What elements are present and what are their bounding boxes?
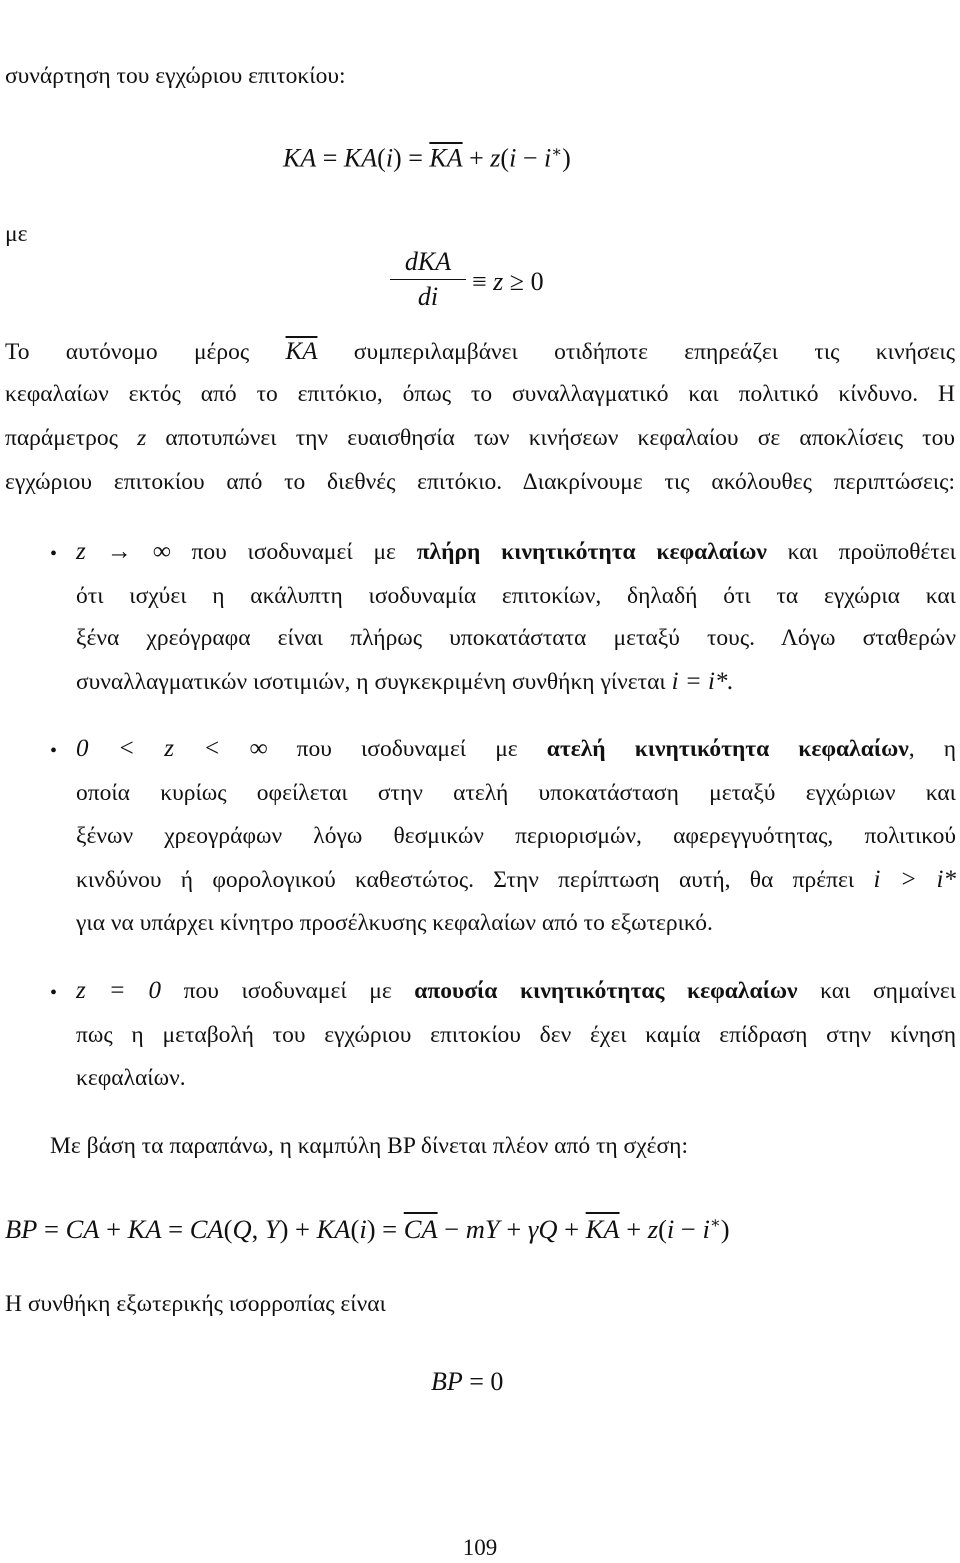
page-number: 109 xyxy=(462,1535,498,1560)
item1-line4: συναλλαγματικών ισοτιμιών, η συγκεκριμένη συνθήκη γίνεται i = i*. xyxy=(76,668,734,695)
intro-line: συνάρτηση του εγχώριου επιτοκίου: xyxy=(5,63,346,89)
equation-ka: KA = $KA(i) = \overline{KA} + z(i - i^∗)$ xyxy=(283,143,571,173)
item3-line3: κεφαλαίων. xyxy=(76,1065,186,1091)
me-word: με xyxy=(5,221,28,247)
bullet-3: • xyxy=(50,982,58,1004)
item1-line1: z → ∞ που ισοδυναμεί με πλήρη κινητικότητα κεφαλαίων και προϋποθέτει xyxy=(76,538,957,565)
bullet-1: • xyxy=(50,543,58,565)
item1-line3: ξένα χρεόγραφα είναι πλήρως υποκατάστατα μεταξύ τους. Λόγω σταθερών xyxy=(76,625,956,651)
equilibrium-text: Η συνθήκη εξωτερικής ισορροπίας είναι xyxy=(5,1291,386,1317)
derivative-fraction xyxy=(390,245,466,314)
item3-line1: z = 0 που ισοδυναμεί με απουσία κινητικότητας κεφαλαίων και σημαίνει xyxy=(76,977,957,1004)
equation-bp: BP = CA + KA = CA(Q, $Y) + KA(i) = \overline{CA}$ − mY + $\gamma Q + \overline{KA} + z(i - i^∗)$ xyxy=(5,1213,730,1244)
para1-line1: Το αυτόνομο μέρος $\overline{KA}$ συμπεριλαμβάνει οτιδήποτε επηρεάζει τις κινήσεις xyxy=(5,338,956,365)
item3-line2: πως η μεταβολή του εγχώριου επιτοκίου δεν έχει καμία επίδραση στην κίνηση xyxy=(76,1022,956,1048)
item2-line5: για να υπάρχει κίνητρο προσέλκυσης κεφαλαίων από το εξωτερικό. xyxy=(76,910,713,936)
para1-line2: κεφαλαίων εκτός από το επιτόκιο, όπως το συναλλαγματικό και πολιτικό κίνδυνο. Η xyxy=(5,381,955,407)
fraction-numerator: dKA xyxy=(390,245,466,280)
item2-line4: κινδύνου ή φορολογικού καθεστώτος. Στην περίπτωση αυτή, θα πρέπει i > i* xyxy=(76,866,957,893)
equation-bp-zero: BP = 0 xyxy=(431,1367,504,1396)
item2-line3: ξένων χρεογράφων λόγω θεσμικών περιορισμών, αφερεγγυότητας, πολιτικού xyxy=(76,823,956,849)
para1-line4: εγχώριου επιτοκίου από το διεθνές επιτόκιο. Διακρίνουμε τις ακόλουθες περιπτώσεις: xyxy=(5,469,955,495)
item2-line2: οποία κυρίως οφείλεται στην ατελή υποκατάσταση μεταξύ εγχώριων και xyxy=(76,780,956,806)
bp-intro: Με βάση τα παραπάνω, η καμπύλη BP δίνεται πλέον από τη σχέση: xyxy=(50,1133,688,1159)
para1-line3: παράμετρος z αποτυπώνει την ευαισθησία των κινήσεων κεφαλαίου σε αποκλίσεις του xyxy=(5,425,956,451)
item2-line1: 0 < z < ∞ που ισοδυναμεί με ατελή κινητικότητα κεφαλαίων, η xyxy=(76,735,957,762)
fraction-denominator: di xyxy=(417,282,439,311)
bullet-2: • xyxy=(50,740,58,762)
item1-line2: ότι ισχύει η ακάλυπτη ισοδυναμία επιτοκίων, δηλαδή ότι τα εγχώρια και xyxy=(76,583,956,609)
derivative-rhs: ≡ z ≥ 0 xyxy=(472,267,544,296)
